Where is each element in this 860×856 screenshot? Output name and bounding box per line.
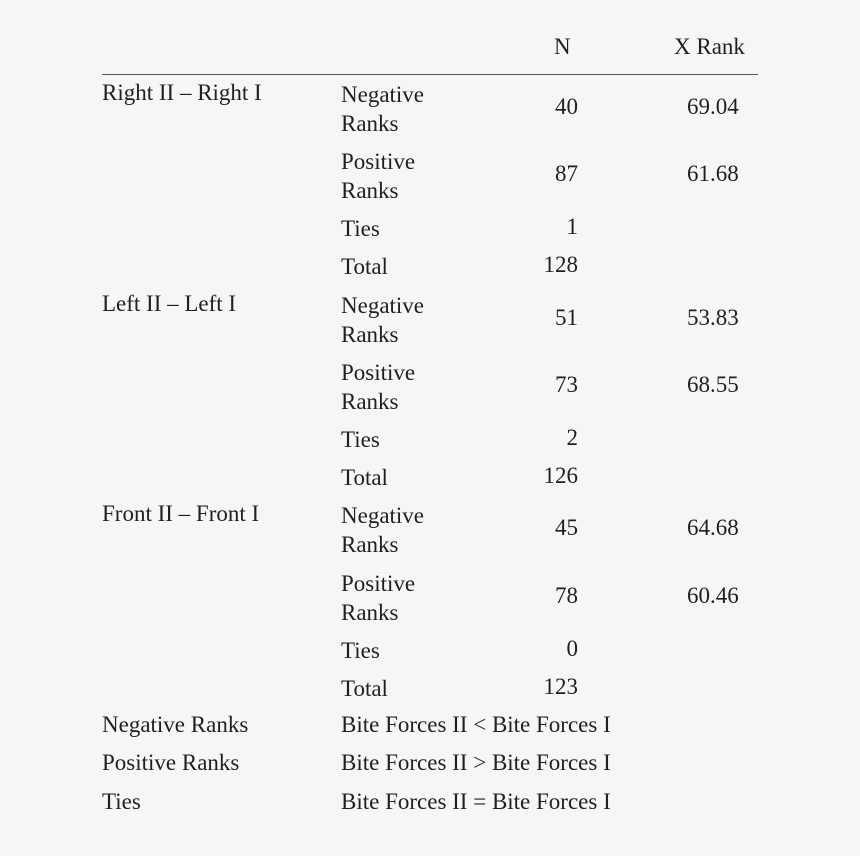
row-n: 73 xyxy=(555,372,578,397)
row-label: Ties xyxy=(341,427,380,452)
column-header-n: N xyxy=(554,34,571,59)
row-n: 126 xyxy=(543,463,578,488)
row-n: 0 xyxy=(566,636,578,661)
row-label: Total xyxy=(341,254,388,279)
row-mean-rank: 61.68 xyxy=(687,161,739,186)
row-mean-rank: 69.04 xyxy=(687,94,739,119)
table-row xyxy=(102,252,758,282)
legend-definition: Bite Forces II > Bite Forces I xyxy=(341,750,611,775)
row-n: 128 xyxy=(543,252,578,277)
table-row xyxy=(102,569,758,629)
legend-row xyxy=(102,712,758,742)
row-label: Ties xyxy=(341,638,380,663)
table-row xyxy=(102,501,758,561)
legend-row xyxy=(102,750,758,780)
legend-term: Negative Ranks xyxy=(102,712,249,737)
group-label: Right II – Right I xyxy=(102,80,262,105)
row-n: 40 xyxy=(555,94,578,119)
table-row xyxy=(102,80,758,140)
table-header xyxy=(102,0,758,75)
row-mean-rank: 64.68 xyxy=(687,515,739,540)
row-n: 2 xyxy=(566,425,578,450)
row-label: Positive Ranks xyxy=(341,571,416,625)
legend-definition: Bite Forces II < Bite Forces I xyxy=(341,712,611,737)
row-label: Negative Ranks xyxy=(341,82,425,136)
row-label: Total xyxy=(341,676,388,701)
table-row xyxy=(102,674,758,704)
row-mean-rank: 68.55 xyxy=(687,372,739,397)
row-label: Ties xyxy=(341,216,380,241)
row-n: 45 xyxy=(555,515,578,540)
table-row xyxy=(102,425,758,455)
row-mean-rank: 60.46 xyxy=(687,583,739,608)
column-header-mean-rank: X Rank xyxy=(674,34,745,59)
row-label: Total xyxy=(341,465,388,490)
legend-definition: Bite Forces II = Bite Forces I xyxy=(341,789,611,814)
group-label: Left II – Left I xyxy=(102,291,237,316)
legend-term: Positive Ranks xyxy=(102,750,240,775)
table-row xyxy=(102,358,758,418)
row-label: Negative Ranks xyxy=(341,503,425,557)
row-mean-rank: 53.83 xyxy=(687,305,739,330)
row-n: 87 xyxy=(555,161,578,186)
row-n: 51 xyxy=(555,305,578,330)
legend-term: Ties xyxy=(102,789,141,814)
group-label: Front II – Front I xyxy=(102,501,260,526)
row-n: 1 xyxy=(566,214,578,239)
table-row xyxy=(102,291,758,351)
table-row xyxy=(102,147,758,207)
row-label: Negative Ranks xyxy=(341,293,425,347)
table-row xyxy=(102,214,758,244)
row-label: Positive Ranks xyxy=(341,149,416,203)
table-row xyxy=(102,463,758,493)
row-n: 123 xyxy=(543,674,578,699)
row-label: Positive Ranks xyxy=(341,360,416,414)
table-row xyxy=(102,636,758,666)
row-n: 78 xyxy=(555,583,578,608)
ranks-table xyxy=(102,0,758,814)
legend-row xyxy=(102,789,758,819)
